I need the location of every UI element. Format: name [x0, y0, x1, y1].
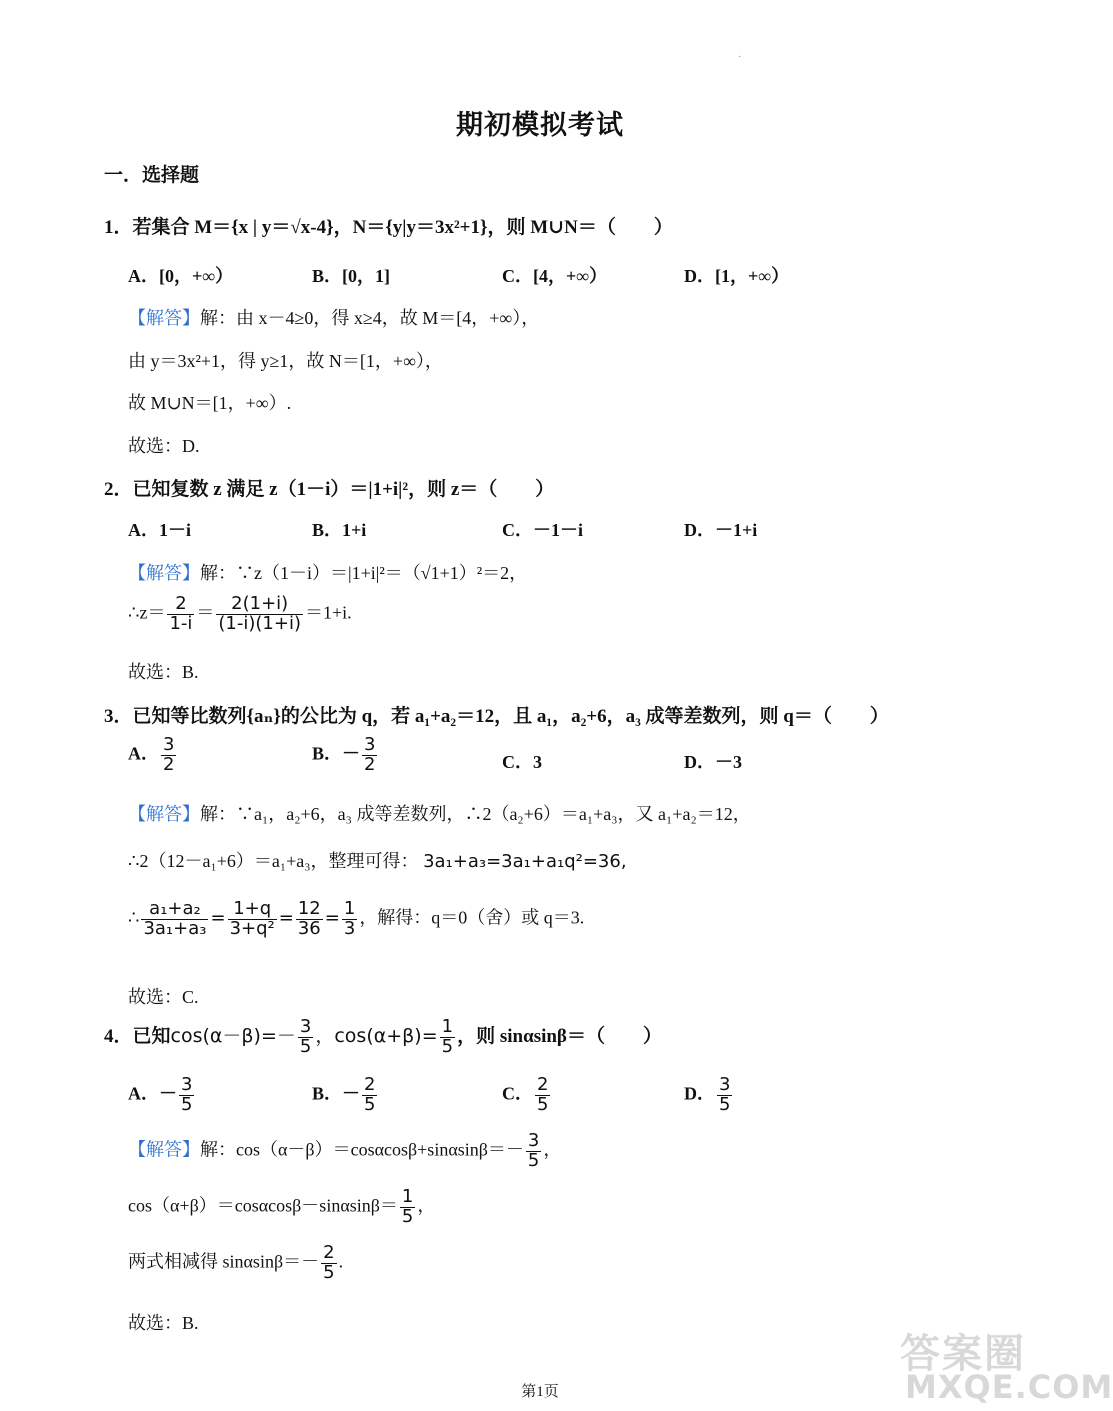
q2-option-b: B．1+i [312, 520, 367, 540]
question-1-stem: 1．若集合 M＝{x | y＝√x-4}，N＝{y|y＝3x²+1}，则 M∪N＝（ ） [104, 217, 673, 238]
watermark-url: MXQE.COM [905, 1368, 1113, 1406]
question-2-stem: 2．已知复数 z 满足 z（1－i）＝|1+i|²，则 z＝（ ） [104, 479, 555, 500]
q2-option-c: C．－1－i [502, 520, 583, 540]
q1-option-c: C．[4，+∞） [502, 266, 608, 286]
q3-option-b: B．－ $\frac{3}{2}$ [312, 734, 376, 775]
fraction: $\frac{2}{1-i}$ [169, 593, 193, 634]
q3-solution-line-3: ∴ $\frac{\text{a₁+a₂}}{\text{3a₁+a₃}}$ = $\frac{1+q}{\text{3+q²}}$ = $\frac{12}{36}$ = $\frac{1}{3}$ ，解得：q＝0（舍）或 q＝3. [128, 898, 585, 939]
q1-answer-choice: 故选：D. [128, 436, 200, 456]
q2-solution-line-2: ∴z＝ $\frac{2}{1-i}$ ＝ $\frac{2(1+i)}{(1-i)(1+i)}$ ＝1+i. [128, 593, 352, 634]
q4-answer-choice: 故选：B. [128, 1313, 199, 1333]
q1-solution-line-3: 故 M∪N＝[1，+∞）. [128, 393, 292, 413]
answer-tag: 【解答】 [128, 1139, 200, 1160]
q4-solution-line-1: 【解答】解：cos（α－β）＝cosαcosβ+sinαsinβ＝－ $\frac{3}{5}$ ， [128, 1130, 562, 1171]
q3-option-a: A． $\frac{3}{2}$ [128, 734, 175, 775]
q3-option-c: C．3 [502, 752, 542, 772]
q2-option-d: D．－1+i [684, 520, 758, 540]
q4-solution-line-3: 两式相减得 sinαsinβ＝－ $\frac{2}{5}$ . [128, 1242, 344, 1283]
q2-answer-choice: 故选：B. [128, 662, 199, 682]
watermark-logo: 答案圈 [900, 1331, 1026, 1377]
q4-solution-line-2: cos（α+β）＝cosαcosβ－sinαsinβ＝ $\frac{1}{5}$ ， [128, 1186, 436, 1227]
q3-solution-line-1: 【解答】解：∵a₁，a₂+6，a₃ 成等差数列，∴2（a₂+6）＝a₁+a₃，又 a₁+a₂＝12， [128, 804, 751, 824]
q1-solution-line-2: 由 y＝3x²+1，得 y≥1，故 N＝[1，+∞）， [128, 351, 443, 371]
question-3-stem: 3．已知等比数列{aₙ}的公比为 q，若 a₁+a₂＝12，且 a₁，a₂+6，a₃ 成等差数列，则 q＝（ ） [104, 706, 889, 727]
q1-option-d: D．[1，+∞） [684, 266, 790, 286]
q4-option-b: B．－ $\frac{2}{5}$ [312, 1074, 376, 1115]
answer-tag: 【解答】 [128, 804, 200, 824]
answer-tag: 【解答】 [128, 563, 200, 583]
fraction: $\frac{2(1+i)}{(1-i)(1+i)}$ [218, 593, 301, 634]
answer-tag: 【解答】 [128, 308, 200, 328]
stray-mark: · [738, 52, 742, 63]
q3-option-d: D．－3 [684, 752, 742, 772]
q3-answer-choice: 故选：C. [128, 987, 199, 1007]
page-title: 期初模拟考试 [456, 110, 624, 140]
section-heading: 一．选择题 [104, 165, 200, 186]
q2-option-a: A．1－i [128, 520, 191, 540]
q1-solution-line-1: 【解答】解：由 x－4≥0，得 x≥4，故 M＝[4，+∞）， [128, 308, 540, 328]
q4-option-d: D． $\frac{3}{5}$ [684, 1074, 731, 1115]
q4-option-c: C． $\frac{2}{5}$ [502, 1074, 549, 1115]
q1-option-b: B．[0，1] [312, 266, 390, 286]
q3-solution-line-2: ∴2（12－a₁+6）＝a₁+a₃，整理可得： 3a₁+a₃=3a₁+a₁q²=36, [128, 851, 627, 872]
q2-solution-line-1: 【解答】解：∵z（1－i）＝|1+i|²＝（√1+1）²＝2， [128, 563, 528, 583]
page-number: 第1页 [521, 1384, 559, 1400]
q1-option-a: A．[0，+∞） [128, 266, 234, 286]
q4-option-a: A．－ $\frac{3}{5}$ [128, 1074, 193, 1115]
question-4-stem: 4．已知cos(α－β)=－ $\frac{3}{5}$ ，cos(α+β)= $\frac{1}{5}$ ，则 sinαsinβ＝（ ） [104, 1016, 662, 1057]
